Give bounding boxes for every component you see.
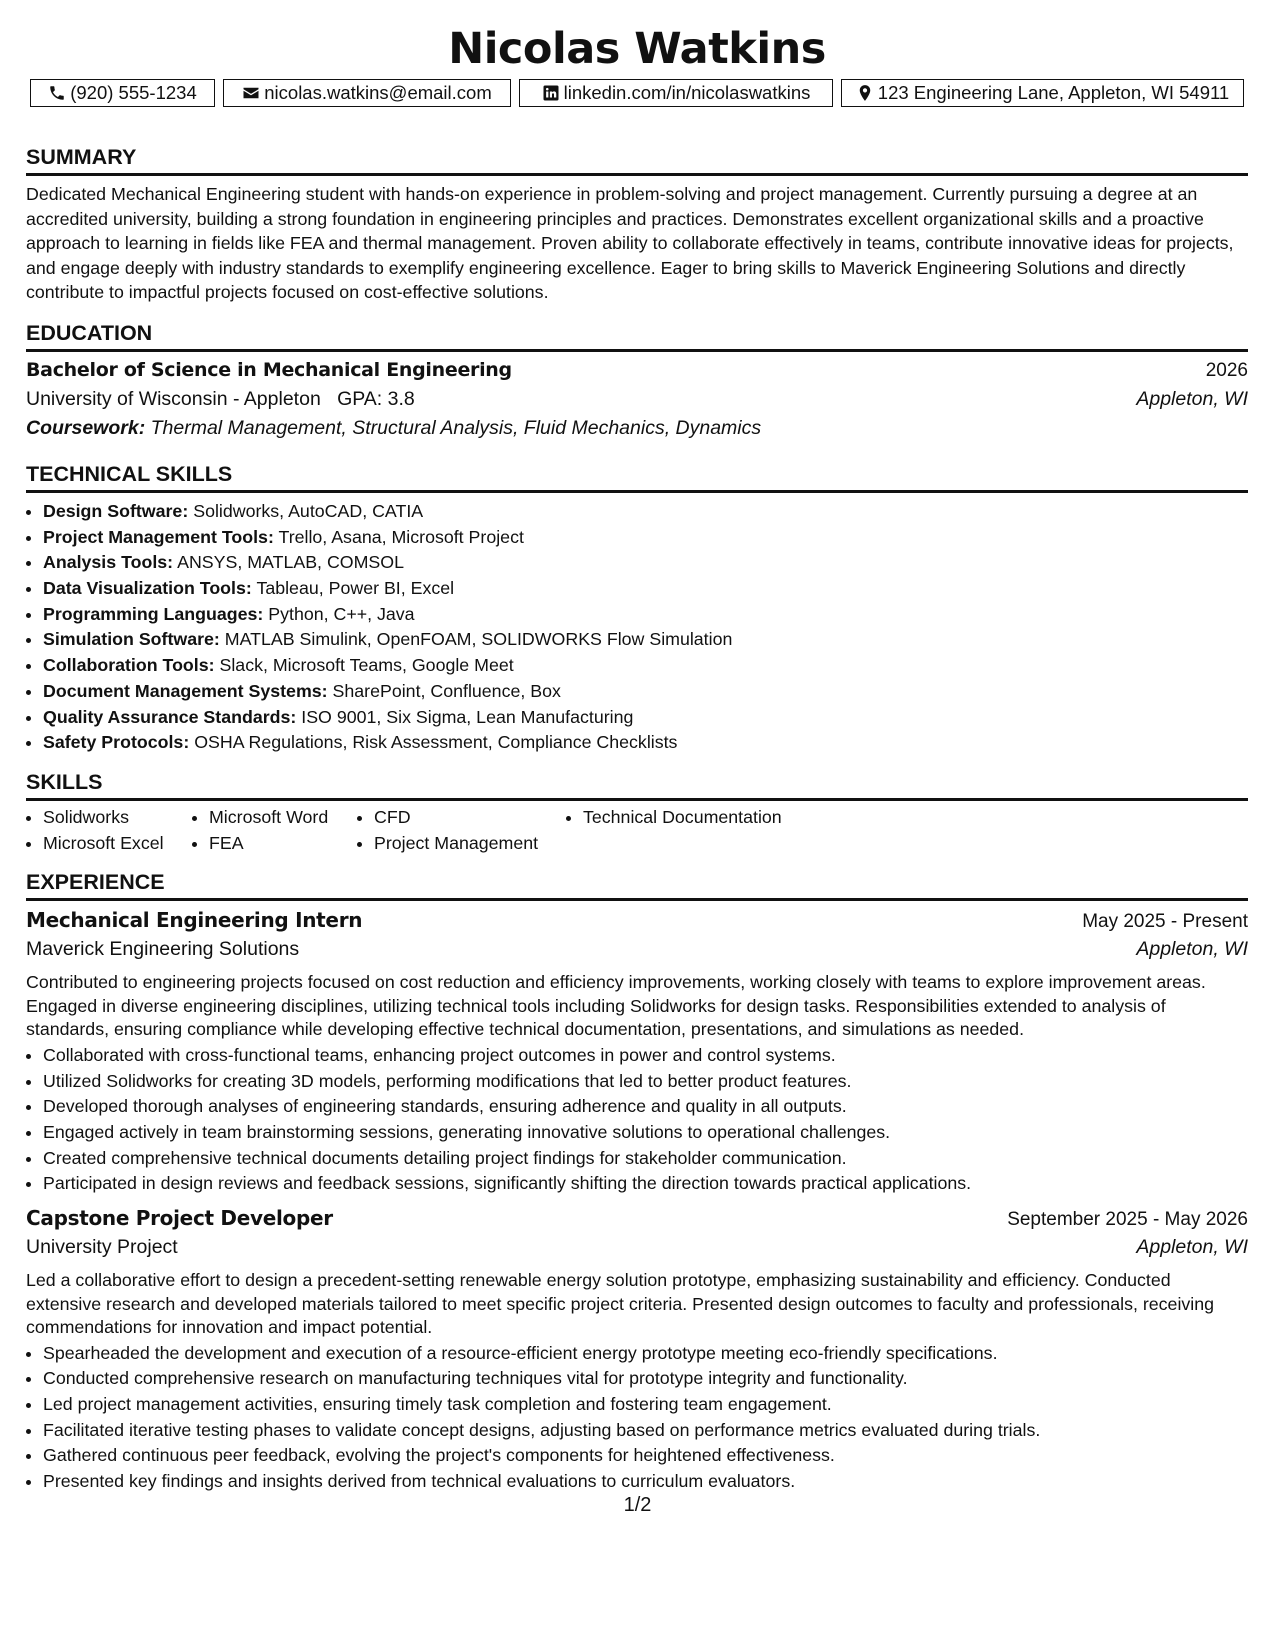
phone-icon: [48, 84, 66, 102]
skill-label: Design Software:: [43, 500, 189, 521]
list-item: • Collaborated with cross-functional teams, enhancing project outcomes in power and control systems.: [43, 1043, 1248, 1069]
skill-label: Document Management Systems:: [43, 680, 328, 701]
list-item: [43, 679, 1248, 705]
skill-label: Data Visualization Tools:: [43, 578, 252, 599]
graduation-year: 2026: [1205, 359, 1248, 381]
list-item: [43, 499, 1248, 525]
job-description: Contributed to engineering projects focused on cost reduction and efficiency improvements, working closely with teams to explore improvement areas. Engaged in diverse engineering disciplines, utilizing technical tools including Solidworks for design tasks. Responsibilities extended to analysis of standards, ensuring compliance while developing effective technical documentation, presentations, and simulations as needed.: [26, 972, 1206, 1040]
list-item: [43, 576, 1248, 602]
envelope-icon: [242, 84, 260, 102]
list-item: • Presented key findings and insights derived from technical evaluations to curriculum evaluators.: [43, 1469, 1248, 1495]
degree: Bachelor of Science in Mechanical Engineering: [26, 358, 512, 381]
list-item: [43, 730, 1248, 756]
skill-value: SharePoint, Confluence, Box: [332, 680, 561, 701]
page-indicator: 1/2: [623, 1494, 652, 1516]
skill-value: Tableau, Power BI, Excel: [256, 578, 455, 599]
contact-bar: [26, 79, 1248, 107]
list-item: [43, 602, 1248, 628]
summary-section: [26, 143, 1248, 305]
job-title: Capstone Project Developer: [26, 1206, 333, 1231]
job-location: Appleton, WI: [1136, 1236, 1248, 1259]
resume-page: [26, 0, 1248, 1495]
education-location: Appleton, WI: [1136, 387, 1248, 410]
list-item: [43, 653, 1248, 679]
skill-label: Programming Languages:: [43, 603, 264, 624]
skill-value: Python, C++, Java: [268, 603, 415, 624]
skill-label: Safety Protocols:: [43, 732, 190, 753]
list-item: • CFD: [374, 805, 566, 831]
skill-label: Quality Assurance Standards:: [43, 706, 297, 727]
skills-column: [192, 805, 357, 856]
list-item: • Gathered continuous peer feedback, evolving the project's components for heightened effectiveness.: [43, 1443, 1248, 1469]
list-item: • Facilitated iterative testing phases to validate concept designs, adjusting based on performance metrics evaluated during trials.: [43, 1418, 1248, 1444]
list-item: [43, 627, 1248, 653]
skill-label: Collaboration Tools:: [43, 655, 215, 676]
map-pin-icon: [856, 84, 874, 102]
list-item: • Spearheaded the development and execution of a resource-efficient energy prototype meeting eco-friendly specifications.: [43, 1341, 1248, 1367]
job-bullets: [26, 1043, 1248, 1197]
skill-value: ISO 9001, Six Sigma, Lean Manufacturing: [301, 706, 634, 727]
list-item: • Developed thorough analyses of engineering standards, ensuring adherence and quality in all outputs.: [43, 1094, 1248, 1120]
contact-phone: [30, 79, 215, 107]
list-item: • Microsoft Excel: [43, 831, 192, 857]
coursework-label: Coursework:: [26, 416, 146, 439]
coursework: [26, 417, 1248, 446]
skill-value: Solidworks, AutoCAD, CATIA: [193, 500, 424, 521]
job-dates: September 2025 - May 2026: [1007, 1209, 1248, 1231]
gpa: GPA: 3.8: [337, 387, 415, 410]
skill-value: Trello, Asana, Microsoft Project: [278, 526, 524, 547]
contact-address: [841, 79, 1244, 107]
job-organization: University Project: [26, 1236, 178, 1259]
skill-value: Slack, Microsoft Teams, Google Meet: [219, 655, 514, 676]
skills-heading: SKILLS: [26, 768, 1248, 801]
skills-column: [566, 805, 843, 856]
list-item: • FEA: [209, 831, 357, 857]
email-text: nicolas.watkins@email.com: [264, 82, 492, 103]
education-heading: EDUCATION: [26, 319, 1248, 352]
list-item: • Technical Documentation: [583, 805, 843, 831]
skills-section: [26, 768, 1248, 856]
job-dates: May 2025 - Present: [1082, 911, 1248, 933]
list-item: • Conducted comprehensive research on manufacturing techniques vital for prototype integrity and functionality.: [43, 1366, 1248, 1392]
candidate-name: Nicolas Watkins: [448, 24, 826, 74]
education-section: [26, 319, 1248, 446]
list-item: • Solidworks: [43, 805, 192, 831]
experience-section: [26, 868, 1248, 1494]
list-item: [43, 550, 1248, 576]
skill-value: OSHA Regulations, Risk Assessment, Compliance Checklists: [194, 732, 678, 753]
school-line: [26, 388, 415, 411]
list-item: • Microsoft Word: [209, 805, 357, 831]
technical-skills-list: [26, 499, 1248, 756]
coursework-list: Thermal Management, Structural Analysis, Fluid Mechanics, Dynamics: [150, 416, 762, 439]
contact-linkedin[interactable]: [519, 79, 833, 107]
job-organization: Maverick Engineering Solutions: [26, 938, 300, 961]
skill-label: Project Management Tools:: [43, 526, 274, 547]
phone-text: (920) 555-1234: [70, 82, 197, 103]
list-item: • Engaged actively in team brainstorming sessions, generating innovative solutions to operational challenges.: [43, 1120, 1248, 1146]
job-entry: [26, 908, 1248, 1197]
skills-column: [357, 805, 566, 856]
job-bullets: [26, 1341, 1248, 1495]
summary-text: Dedicated Mechanical Engineering student with hands-on experience in problem-solving and project management. Currently pursuing a degree at an accredited university, building a strong foundation in engineering principles and practices. Demonstrates excellent organizational skills and a proactive approach to learning in fields like FEA and thermal management. Proven ability to collaborate effectively in teams, contribute innovative ideas for projects, and engage deeply with industry standards to exemplify engineering excellence. Eager to bring skills to Maverick Engineering Solutions and directly contribute to impactful projects focused on cost-effective solutions.: [26, 184, 1234, 303]
list-item: [43, 525, 1248, 551]
job-entry: [26, 1206, 1248, 1495]
list-item: • Utilized Solidworks for creating 3D models, performing modifications that led to better product features.: [43, 1069, 1248, 1095]
job-location: Appleton, WI: [1136, 938, 1248, 961]
list-item: • Project Management: [374, 831, 566, 857]
summary-heading: SUMMARY: [26, 143, 1248, 176]
list-item: • Participated in design reviews and feedback sessions, significantly shifting the direction towards practical applications.: [43, 1171, 1248, 1197]
school-name: University of Wisconsin - Appleton: [26, 387, 321, 410]
skill-value: ANSYS, MATLAB, COMSOL: [177, 552, 405, 573]
job-description: Led a collaborative effort to design a precedent-setting renewable energy solution prototype, emphasizing sustainability and efficiency. Conducted extensive research and developed materials tailored to meet specific project criteria. Presented design outcomes to faculty and professionals, receiving commendations for innovation and impact potential.: [26, 1270, 1215, 1338]
job-title: Mechanical Engineering Intern: [26, 908, 363, 933]
experience-heading: EXPERIENCE: [26, 868, 1248, 901]
skill-label: Analysis Tools:: [43, 552, 174, 573]
list-item: [43, 705, 1248, 731]
technical-skills-section: [26, 460, 1248, 756]
skill-value: MATLAB Simulink, OpenFOAM, SOLIDWORKS Flow Simulation: [224, 629, 733, 650]
list-item: • Created comprehensive technical documents detailing project findings for stakeholder communication.: [43, 1146, 1248, 1172]
linkedin-text: linkedin.com/in/nicolaswatkins: [563, 82, 811, 103]
contact-email[interactable]: [223, 79, 511, 107]
skill-label: Simulation Software:: [43, 629, 220, 650]
skills-column: [26, 805, 192, 856]
address-text: 123 Engineering Lane, Appleton, WI 54911: [877, 82, 1230, 103]
linkedin-icon: [542, 84, 560, 102]
skills-grid: [26, 805, 1248, 856]
technical-skills-heading: TECHNICAL SKILLS: [26, 460, 1248, 493]
list-item: • Led project management activities, ensuring timely task completion and fostering team engagement.: [43, 1392, 1248, 1418]
